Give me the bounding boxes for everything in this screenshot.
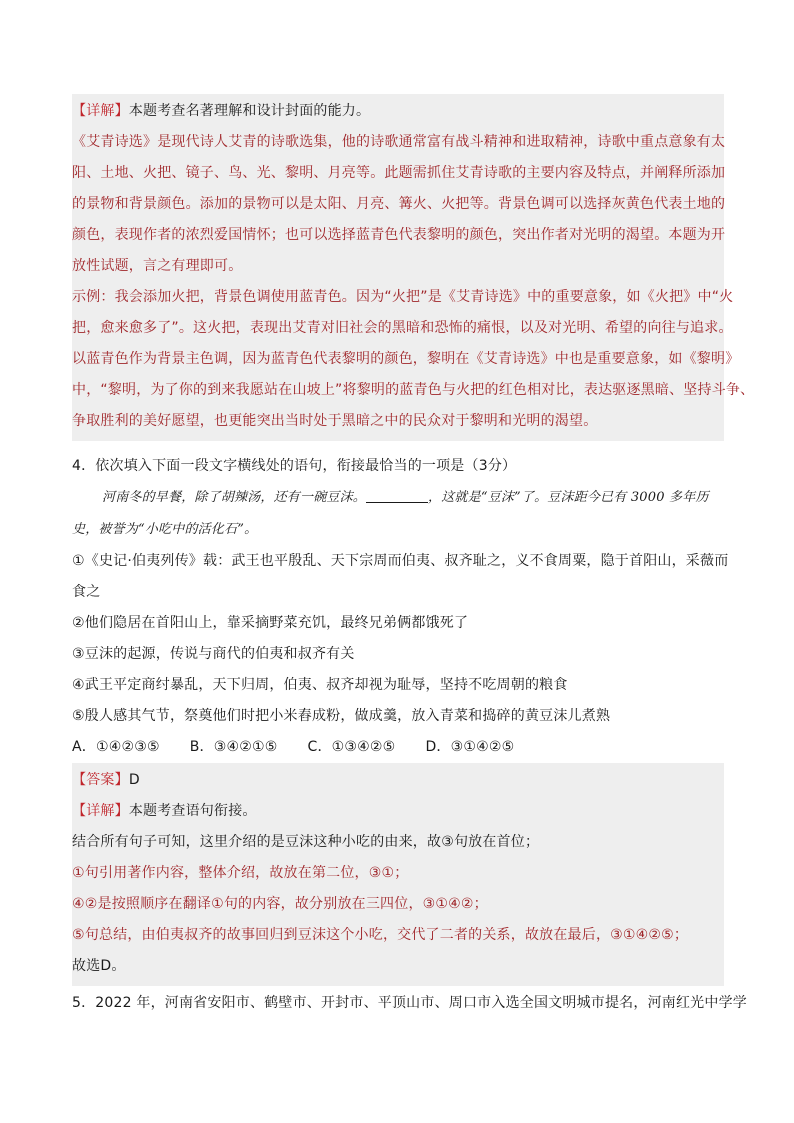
question-4-stem: 4．依次填入下面一段文字横线处的语句，衔接最恰当的一项是（3分）	[72, 458, 517, 474]
analysis-line: ④②是按照顺序在翻译①句的内容，故分别放在三四位，③①④②；	[72, 896, 488, 912]
answer-line	[72, 765, 724, 796]
detail-tag: 【详解】	[72, 103, 129, 119]
option-c: C．①③④②⑤	[307, 739, 396, 755]
answer-value: D	[128, 772, 140, 788]
option-d: D．③①④②⑤	[425, 739, 515, 755]
analysis-line: 示例：我会添加火把，背景色调使用蓝青色。因为“火把”是《艾青诗选》中的重要意象，如《火把》中“火	[72, 289, 734, 305]
page-content	[72, 94, 755, 1019]
analysis-line: 结合所有句子可知，这里介绍的是豆沫这种小吃的由来，故③句放在首位；	[72, 834, 540, 850]
analysis-line: 阳、土地、火把、镜子、鸟、光、黎明、月亮等。此题需抓住艾青诗歌的主要内容及特点，并阐释所添加	[72, 165, 726, 181]
analysis-line: 颜色，表现作者的浓烈爱国情怀；也可以选择蓝青色代表黎明的颜色，突出作者对光明的渴望。本题为开	[72, 227, 726, 243]
detail-tag: 【详解】	[72, 803, 129, 819]
question-5-stem: 5．2022 年，河南省安阳市、鹤壁市、开封市、平顶山市、周口市入选全国文明城市提名，河南红光中学学	[72, 995, 747, 1011]
answer-options	[72, 732, 724, 763]
sentence-item: ②他们隐居在首阳山上，靠采摘野菜充饥，最终兄弟俩都饿死了	[72, 615, 469, 631]
analysis-line: 故选D。	[72, 958, 126, 974]
detail-line: 【详解】本题考查语句衔接。	[72, 803, 257, 819]
analysis-line: 中，“黎明，为了你的到来我愿站在山坡上”将黎明的蓝青色与火把的红色相对比，表达驱逐黑暗、坚持斗争、	[72, 382, 755, 398]
sentence-item: ①《史记·伯夷列传》载：武王也平殷乱、天下宗周而伯夷、叔齐耻之，义不食周粟，隐于首阳山，采薇而	[72, 553, 729, 569]
blank-line	[366, 488, 428, 503]
question-4-passage: 河南冬的早餐，除了胡辣汤，还有一碗豆沫。 ，这就是“豆沫”了。豆沫距今已有 3000 多年历	[102, 490, 709, 505]
option-b: B．③④②①⑤	[189, 739, 278, 755]
detail-line: 【详解】本题考查名著理解和设计封面的能力。	[72, 103, 371, 119]
option-a: A．①④②③⑤	[72, 739, 160, 755]
analysis-block-q3	[72, 94, 755, 441]
analysis-line: 争取胜利的美好愿望，也更能突出当时处于黑暗之中的民众对于黎明和光明的渴望。	[72, 413, 598, 429]
sentence-item: ④武王平定商纣暴乱，天下归周，伯夷、叔齐却视为耻辱，坚持不吃周朝的粮食	[72, 677, 568, 693]
analysis-line: 以蓝青色作为背景主色调，因为蓝青色代表黎明的颜色，黎明在《艾青诗选》中也是重要意象，如《黎明》	[72, 351, 740, 367]
analysis-line: 把，愈来愈多了”。这火把，表现出艾青对旧社会的黑暗和恐怖的痛恨，以及对光明、希望的向往与追求。	[72, 320, 733, 336]
analysis-line: 《艾青诗选》是现代诗人艾青的诗歌选集，他的诗歌通常富有战斗精神和进取精神，诗歌中重点意象有太	[72, 134, 726, 150]
answer-block-q4	[72, 763, 724, 986]
sentence-item: ⑤殷人感其气节，祭奠他们时把小米舂成粉，做成羹，放入青菜和捣碎的黄豆沫儿煮熟	[72, 708, 611, 724]
analysis-line: ①句引用著作内容，整体介绍，故放在第二位，③①；	[72, 865, 409, 881]
answer-tag: 【答案】	[72, 772, 129, 788]
analysis-line: 放性试题，言之有理即可。	[72, 258, 243, 274]
sentence-item: ③豆沫的起源，传说与商代的伯夷和叔齐有关	[72, 646, 355, 662]
sentence-item-continued: 食之	[72, 584, 101, 600]
analysis-line: ⑤句总结，由伯夷叔齐的故事回归到豆沫这个小吃，交代了二者的关系，故放在最后，③①④②⑤；	[72, 927, 689, 943]
analysis-line: 的景物和背景颜色。添加的景物可以是太阳、月亮、篝火、火把等。背景色调可以选择灰黄色代表土地的	[72, 196, 726, 212]
question-4-passage-line2: 史，被誉为“小吃中的活化石”。	[72, 522, 258, 537]
